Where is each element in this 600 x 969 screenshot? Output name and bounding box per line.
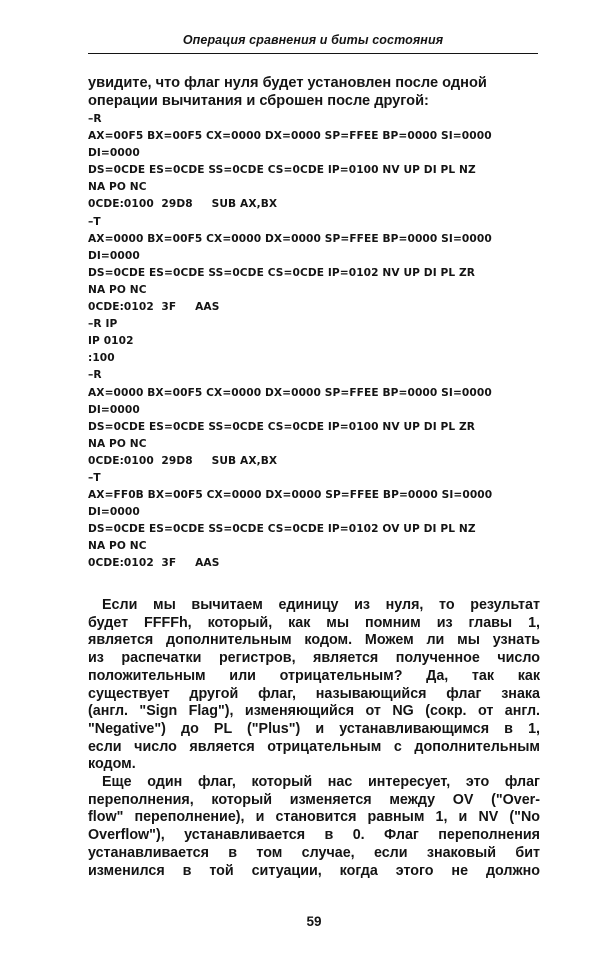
code-line: IP 0102 xyxy=(88,335,134,348)
paragraph-line: (англ. "Sign Flag"), изменяющийся от NG (сокр. от англ. xyxy=(88,703,540,720)
code-line: DS=0CDE ES=0CDE SS=0CDE CS=0CDE IP=0100 NV UP DI PL ZR xyxy=(88,420,476,433)
paragraph-line: Если мы вычитаем единицу из нуля, то результат xyxy=(102,597,540,613)
paragraph-line: существует другой флаг, называющийся флаг знака xyxy=(88,685,540,702)
code-line: DI=0000 xyxy=(88,506,140,519)
intro-line: операции вычитания и сброшен после другой: xyxy=(88,93,429,109)
paragraph-line: будет FFFFh, который, как мы помним из главы 1, xyxy=(88,614,540,631)
paragraph-line: изменился в той ситуации, когда этого не должно xyxy=(88,862,540,879)
code-line: AX=0000 BX=00F5 CX=0000 DX=0000 SP=FFEE BP=0000 SI=0000 xyxy=(88,386,492,399)
code-line: DS=0CDE ES=0CDE SS=0CDE CS=0CDE IP=0100 NV UP DI PL NZ xyxy=(88,164,476,177)
code-line: AX=FF0B BX=00F5 CX=0000 DX=0000 SP=FFEE BP=0000 SI=0000 xyxy=(88,489,493,502)
paragraph-line: переполнения, который изменяется между OV ("Over- xyxy=(88,791,540,808)
intro-paragraph xyxy=(88,74,540,110)
code-line: DS=0CDE ES=0CDE SS=0CDE CS=0CDE IP=0102 OV UP DI PL NZ xyxy=(88,523,476,536)
code-line: DS=0CDE ES=0CDE SS=0CDE CS=0CDE IP=0102 NV UP DI PL ZR xyxy=(88,266,476,279)
code-line: NA PO NC xyxy=(88,181,147,194)
code-line: –T xyxy=(88,215,101,228)
paragraph-line: положительным или отрицательным? Да, так как xyxy=(88,667,540,684)
code-line: 0CDE:0100 29D8 SUB AX,BX xyxy=(88,198,278,211)
paragraph-line: Еще один флаг, который нас интересует, это флаг xyxy=(102,774,540,791)
code-line: NA PO NC xyxy=(88,540,147,553)
code-line: :100 xyxy=(88,352,115,365)
paragraph-line: устанавливается в том случае, если знаковый бит xyxy=(88,844,540,861)
paragraph-line: если число является отрицательным с дополнительным xyxy=(88,738,540,755)
code-line: –R xyxy=(88,369,102,382)
code-line: 0CDE:0102 3F AAS xyxy=(88,557,220,570)
page-number: 59 xyxy=(306,914,322,929)
code-line: DI=0000 xyxy=(88,403,140,416)
code-line: 0CDE:0102 3F AAS xyxy=(88,301,220,314)
paragraph-line: flow" переполнение), и становится равным 1, и NV ("No xyxy=(88,809,540,826)
paragraph-line: Overflow"), устанавливается в 0. Флаг переполнения xyxy=(88,827,540,844)
code-line: AX=0000 BX=00F5 CX=0000 DX=0000 SP=FFEE BP=0000 SI=0000 xyxy=(88,232,492,245)
code-line: NA PO NC xyxy=(88,283,147,296)
code-line: AX=00F5 BX=00F5 CX=0000 DX=0000 SP=FFEE BP=0000 SI=0000 xyxy=(88,130,492,143)
header-rule xyxy=(88,53,538,54)
code-line: DI=0000 xyxy=(88,249,140,262)
code-line: –T xyxy=(88,471,101,484)
code-line: NA PO NC xyxy=(88,437,147,450)
paragraph-line: из распечатки регистров, является полученное число xyxy=(88,650,540,667)
paragraph-line: "Negative") до PL ("Plus") и устанавливающимся в 1, xyxy=(88,720,540,737)
debug-listing xyxy=(88,111,540,573)
intro-line: увидите, что флаг нуля будет установлен после одной xyxy=(88,75,487,91)
paragraph-line: является дополнительным кодом. Можем ли мы узнать xyxy=(88,632,540,649)
code-line: –R IP xyxy=(88,318,118,331)
code-line: DI=0000 xyxy=(88,147,140,160)
code-line: –R xyxy=(88,113,102,125)
code-line: 0CDE:0100 29D8 SUB AX,BX xyxy=(88,454,278,467)
body-paragraphs xyxy=(88,597,540,880)
paragraph-line: кодом. xyxy=(88,756,136,773)
running-header: Операция сравнения и биты состояния xyxy=(182,33,444,47)
